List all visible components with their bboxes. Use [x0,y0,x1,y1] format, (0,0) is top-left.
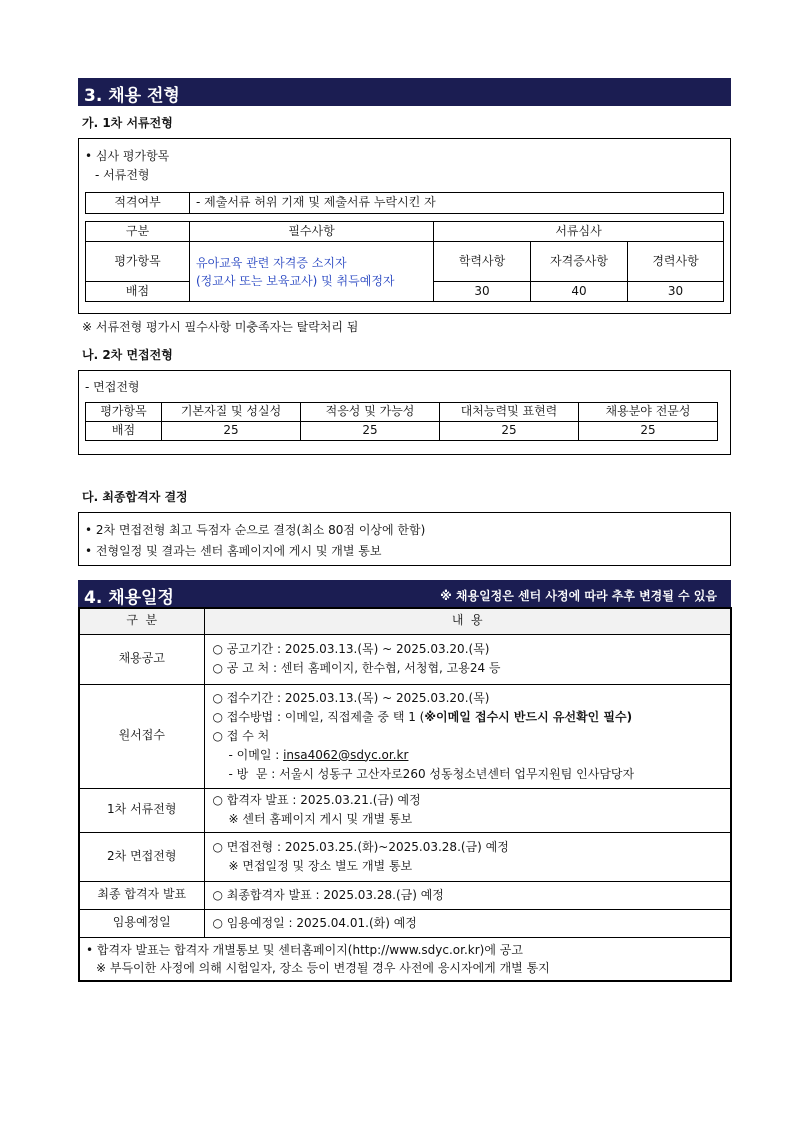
interview-item-2: 적응성 및 가능성 [301,403,440,422]
section-4-header [78,580,731,607]
document-result: ○ 합격자 발표 : 2025.03.21.(금) 예정 [212,793,421,807]
interview-item-3: 대처능력및 표현력 [440,403,579,422]
required-line-1: 유아교육 관련 자격증 소지자 [196,255,347,270]
application-visit-line: - 방 문 : 서울시 성동구 고산자로260 성동청소년센터 업무지원팀 인사담당자 [228,766,635,781]
item-certificate: 자격증사항 [531,242,628,282]
row-label-interview: 2차 면접전형 [79,832,204,881]
interview-sub: - 면접전형 [85,380,140,394]
final-result: ○ 최종합격자 발표 : 2025.03.28.(금) 예정 [212,887,444,902]
interview-score-4: 25 [579,422,718,441]
appointment-date: ○ 임용예정일 : 2025.04.01.(화) 예정 [212,915,417,930]
interview-box [78,370,731,455]
application-method-text: ○ 접수방법 : 이메일, 직접제출 중 택 1 ( [212,709,425,724]
document-criteria-table [85,221,724,302]
document-screening-sub: - 서류전형 [95,168,150,182]
interview-score-3: 25 [440,422,579,441]
row-items-label: 평가항목 [86,242,190,282]
score-education: 30 [434,282,531,302]
eligibility-label: 적격여부 [86,193,190,214]
row-content-appointment [204,909,731,937]
interview-row-items-label: 평가항목 [86,403,162,422]
interview-item-1: 기본자질 및 성실성 [162,403,301,422]
interview-period: ○ 면접전형 : 2025.03.25.(화)~2025.03.28.(금) 예정 [212,839,509,854]
row-content-document [204,788,731,832]
section-3-title: 3. 채용 전형 [84,86,180,106]
posting-period: ○ 공고기간 : 2025.03.13.(목) ~ 2025.03.20.(목) [212,642,490,656]
schedule-header-category: 구 분 [79,608,204,634]
posting-places: ○ 공 고 처 : 센터 홈페이지, 한수협, 서청협, 고용24 등 [212,661,501,675]
document-result-note: ※ 센터 홈페이지 게시 및 개별 통보 [228,812,413,826]
eligibility-text: - 제출서류 허위 기재 및 제출서류 누락시킨 자 [190,193,724,214]
interview-score-2: 25 [301,422,440,441]
score-career: 30 [628,282,724,302]
interview-note: ※ 면접일정 및 장소 별도 개별 통보 [228,858,413,873]
interview-title: 나. 2차 면접전형 [82,348,173,362]
interview-row-score-label: 배점 [86,422,162,441]
header-required: 필수사항 [190,222,434,242]
schedule-footer [79,937,731,981]
footer-line-1: • 합격자 발표는 합격자 개별통보 및 센터홈페이지(http://www.sdyc.or.kr)에 공고 [86,942,523,957]
footer-line-2: ※ 부득이한 사정에 의해 시험일자, 장소 등이 변경될 경우 사전에 응시자에게 개별 통지 [96,960,550,975]
email-link[interactable]: insa4062@sdyc.or.kr [283,747,409,762]
interview-item-4: 채용분야 전문성 [579,403,718,422]
row-content-posting [204,634,731,684]
score-certificate: 40 [531,282,628,302]
required-line-2: (정교사 또는 보육교사) 및 취득예정자 [196,273,395,288]
eligibility-table [85,192,724,214]
application-method-warning: ※이메일 접수시 반드시 유선확인 필수) [424,709,633,724]
application-period: ○ 접수기간 : 2025.03.13.(목) ~ 2025.03.20.(목) [212,690,490,705]
document-screening-title: 가. 1차 서류전형 [82,116,173,130]
document-screening-box [78,138,731,314]
email-label: - 이메일 : [228,747,284,762]
item-education: 학력사항 [434,242,531,282]
final-decision-line-2: • 전형일정 및 결과는 센터 홈페이지에 게시 및 개별 통보 [85,544,382,558]
row-label-posting: 채용공고 [79,634,204,684]
row-content-interview [204,832,731,881]
required-qualification [190,242,434,302]
header-screening: 서류심사 [434,222,724,242]
document-screening-note: ※ 서류전형 평가시 필수사항 미충족자는 탈락처리 됨 [82,320,359,334]
row-label-appointment: 임용예정일 [79,909,204,937]
item-career: 경력사항 [628,242,724,282]
schedule-header-content: 내 용 [204,608,731,634]
schedule-table [78,607,732,982]
row-content-final [204,881,731,909]
row-label-final: 최종 합격자 발표 [79,881,204,909]
application-email-line [213,746,731,765]
interview-score-1: 25 [162,422,301,441]
row-label-document: 1차 서류전형 [79,788,204,832]
final-decision-box [78,512,731,566]
final-decision-line-1: • 2차 면접전형 최고 득점자 순으로 결정(최소 80점 이상에 한함) [85,523,426,537]
application-method [213,708,731,727]
final-decision-title: 다. 최종합격자 결정 [82,490,188,504]
interview-table [85,402,718,441]
row-score-label: 배점 [86,282,190,302]
application-place: ○ 접 수 처 [212,728,270,743]
row-label-application: 원서접수 [79,684,204,788]
evaluation-items-bullet: • 심사 평가항목 [85,149,170,163]
row-content-application [204,684,731,788]
header-category: 구분 [86,222,190,242]
section-4-title: 4. 채용일정 [84,588,174,608]
schedule-change-notice: ※ 채용일정은 센터 사정에 따라 추후 변경될 수 있음 [440,589,717,603]
section-3-header [78,78,731,106]
